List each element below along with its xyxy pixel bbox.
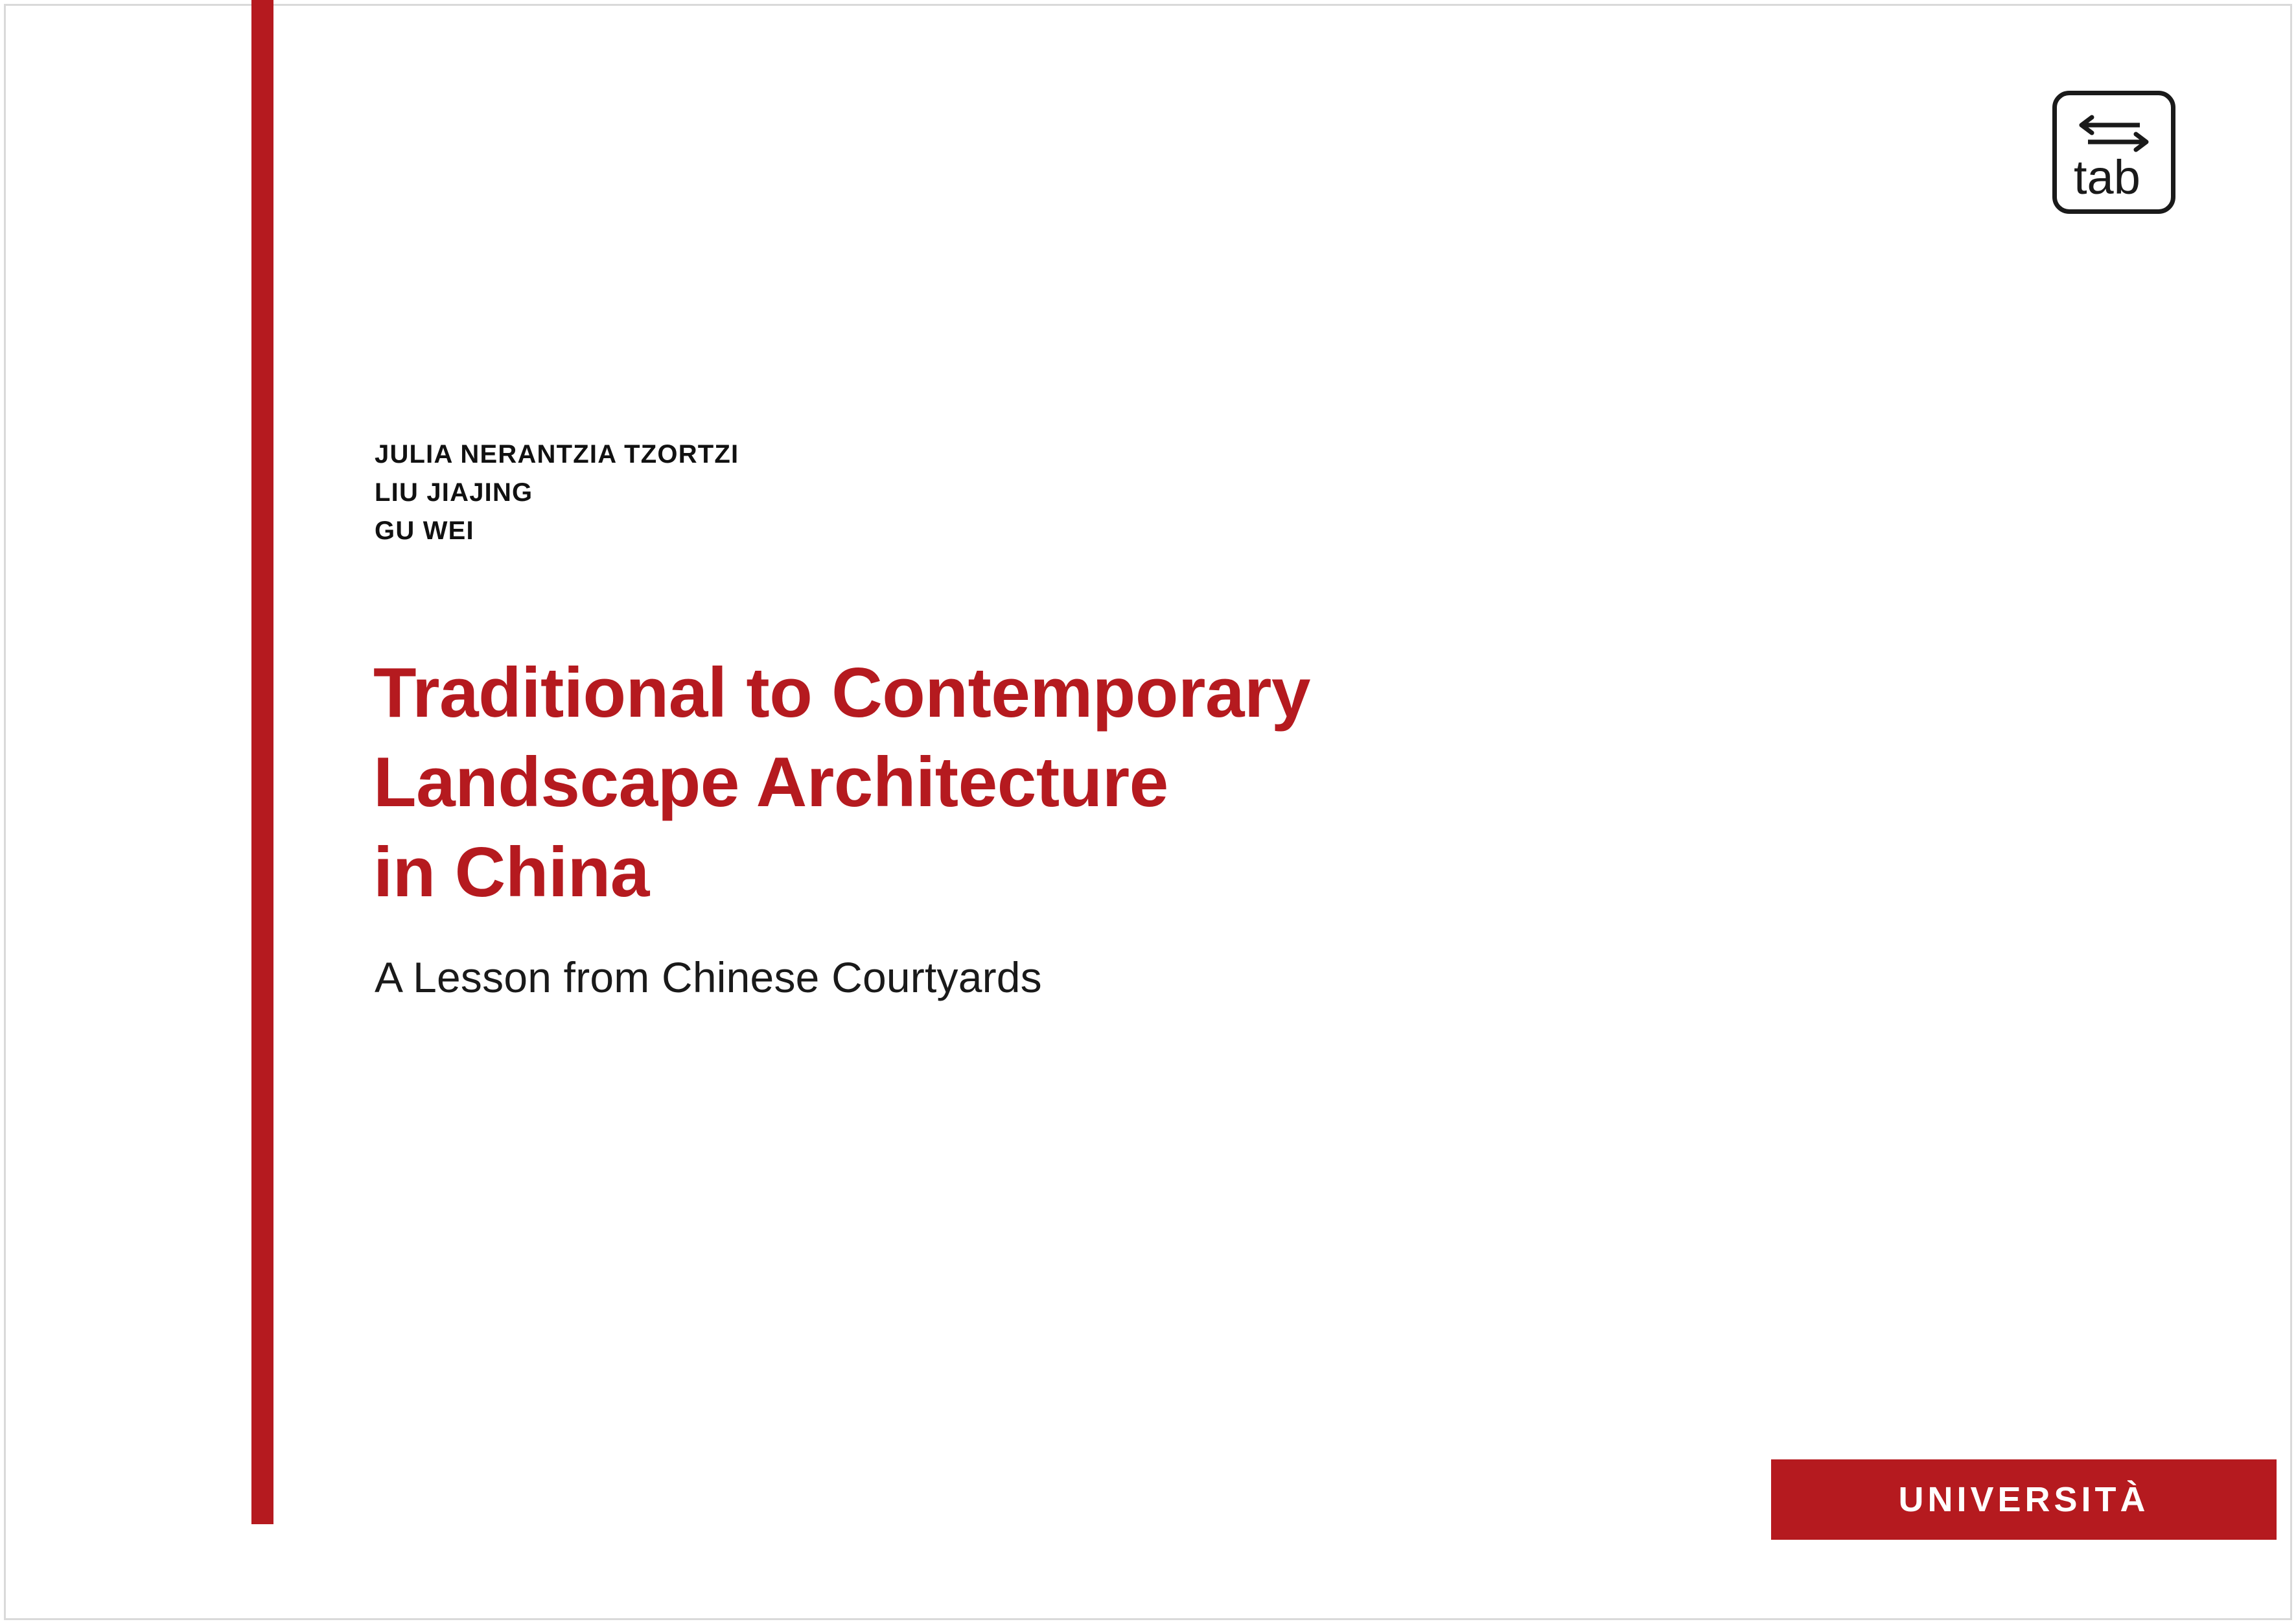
tab-logo-text: tab: [2074, 150, 2140, 204]
title-line: Traditional to Contemporary: [373, 653, 1311, 732]
red-vertical-rule: [251, 0, 273, 1524]
author-name: GU WEI: [375, 516, 474, 545]
book-subtitle: A Lesson from Chinese Courtyards: [375, 953, 1042, 1001]
tab-logo: [2052, 91, 2175, 214]
publisher-banner: [1771, 1459, 2277, 1540]
author-name: JULIA NERANTZIA TZORTZI: [375, 440, 739, 469]
title-line: Landscape Architecture: [373, 743, 1168, 822]
author-name: LIU JIAJING: [375, 478, 533, 507]
author-list: [375, 435, 739, 550]
publisher-name: UNIVERSITÀ: [1898, 1480, 2150, 1519]
double-arrow-exchange-icon: [2057, 95, 2171, 209]
book-title: [373, 648, 1734, 917]
title-line: in China: [373, 832, 649, 912]
